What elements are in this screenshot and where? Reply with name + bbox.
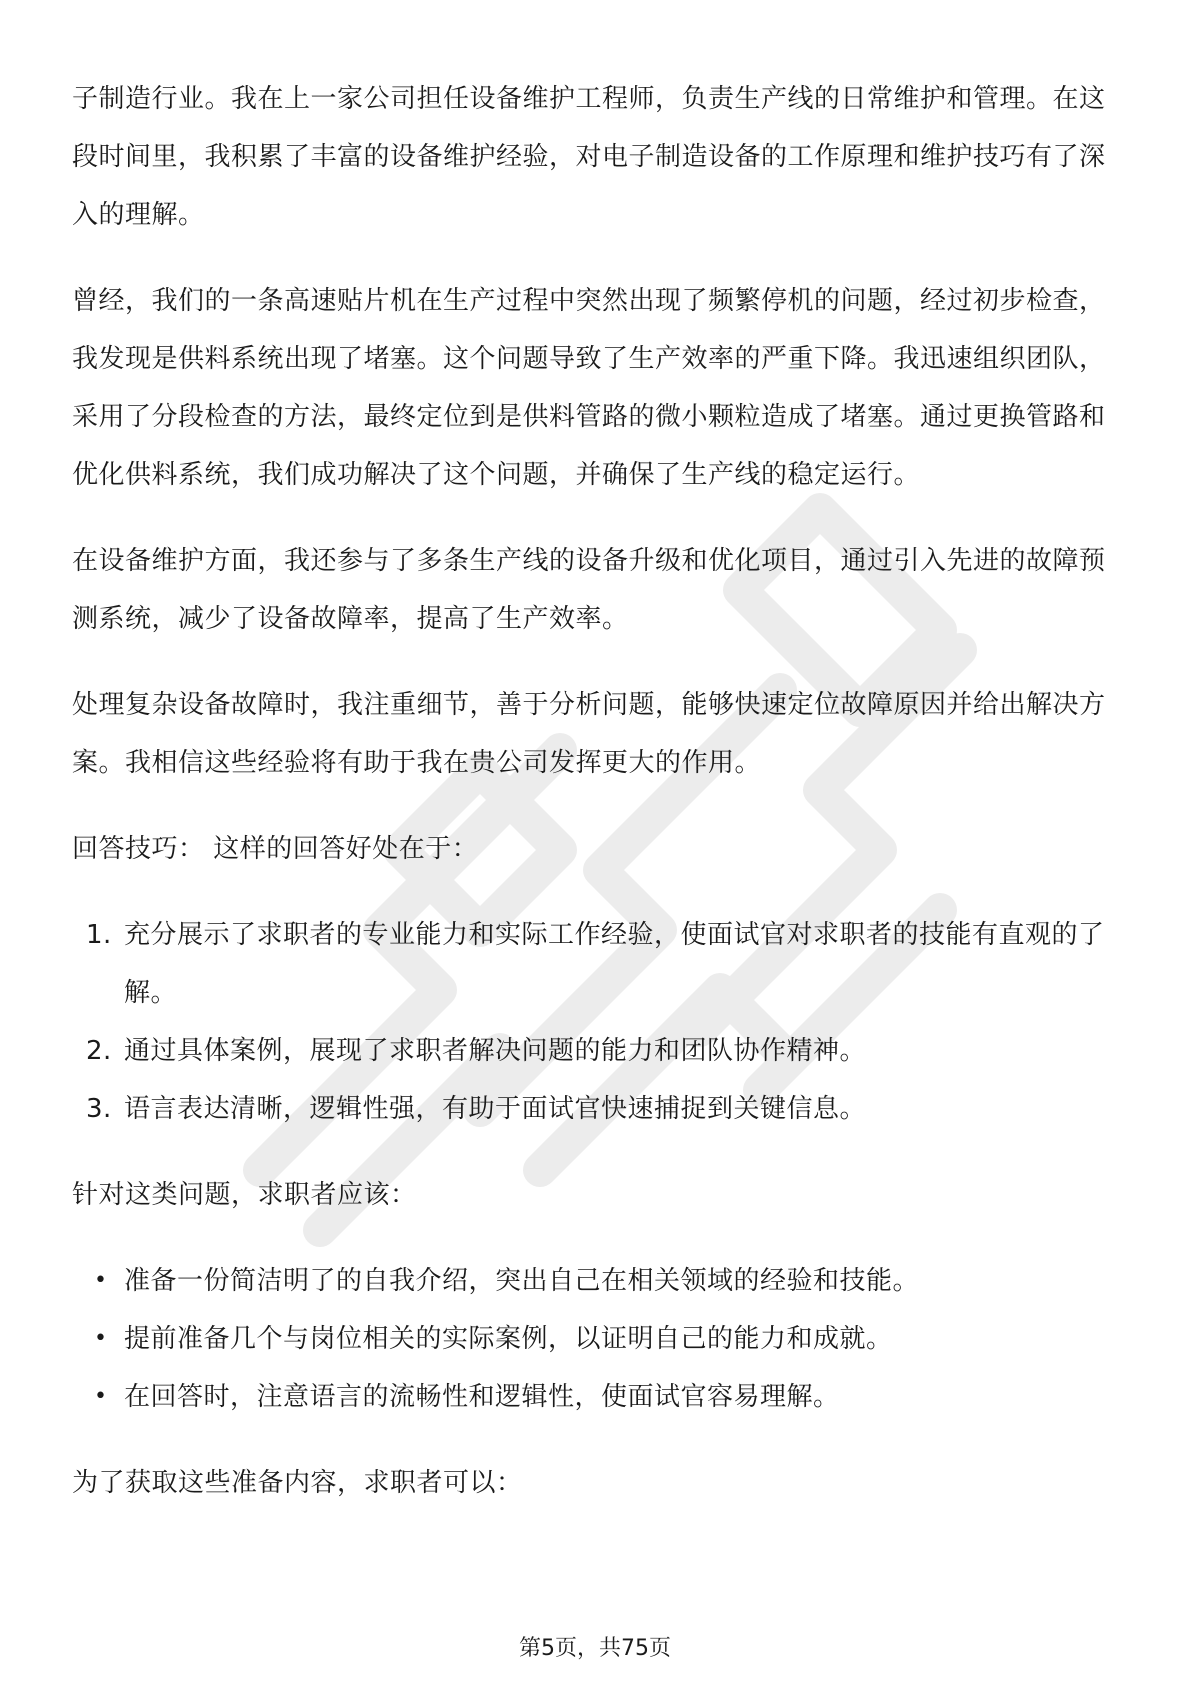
paragraph-advice-heading: 针对这类问题，求职者应该：	[72, 1180, 417, 1210]
list-item-text: 准备一份简洁明了的自我介绍，突出自己在相关领域的经验和技能。	[124, 1266, 920, 1296]
list-item	[72, 906, 1122, 1022]
paragraph-case: 曾经，我们的一条高速贴片机在生产过程中突然出现了频繁停机的问题，经过初步检查，我发现是供料系统出现了堵塞。这个问题导致了生产效率的严重下降。我迅速组织团队，采用了分段检查的方法，最终定位到是供料管路的微小颗粒造成了堵塞。通过更换管路和优化供料系统，我们成功解决了这个问题，并确保了生产线的稳定运行。	[72, 286, 1106, 490]
bullet-list	[72, 1252, 1122, 1426]
list-number: 2.	[86, 1036, 112, 1066]
list-item-text: 通过具体案例，展现了求职者解决问题的能力和团队协作精神。	[124, 1036, 867, 1066]
paragraph-preparation: 为了获取这些准备内容，求职者可以：	[72, 1468, 523, 1498]
list-item	[72, 1310, 1122, 1368]
list-number: 3.	[86, 1094, 112, 1124]
list-item-text: 充分展示了求职者的专业能力和实际工作经验，使面试官对求职者的技能有直观的了解。	[124, 920, 1105, 1008]
document-body	[72, 70, 1122, 1540]
list-item	[72, 1022, 1122, 1080]
bullet-icon: •	[94, 1384, 108, 1409]
paragraph-tips-heading: 回答技巧： 这样的回答好处在于：	[72, 834, 479, 864]
paragraph-upgrade: 在设备维护方面，我还参与了多条生产线的设备升级和优化项目，通过引入先进的故障预测系统，减少了设备故障率，提高了生产效率。	[72, 546, 1106, 634]
list-item-text: 在回答时，注意语言的流畅性和逻辑性，使面试官容易理解。	[124, 1382, 840, 1412]
paragraph-troubleshooting: 处理复杂设备故障时，我注重细节，善于分析问题，能够快速定位故障原因并给出解决方案。我相信这些经验将有助于我在贵公司发挥更大的作用。	[72, 690, 1106, 778]
bullet-icon: •	[94, 1326, 108, 1351]
paragraph-intro: 子制造行业。我在上一家公司担任设备维护工程师，负责生产线的日常维护和管理。在这段时间里，我积累了丰富的设备维护经验，对电子制造设备的工作原理和维护技巧有了深入的理解。	[72, 84, 1106, 230]
bullet-icon: •	[94, 1268, 108, 1293]
numbered-list	[72, 906, 1122, 1138]
list-number: 1.	[86, 920, 112, 950]
page-footer: 第5页，共75页	[519, 1636, 671, 1661]
list-item	[72, 1368, 1122, 1426]
list-item	[72, 1252, 1122, 1310]
list-item	[72, 1080, 1122, 1138]
list-item-text: 语言表达清晰，逻辑性强，有助于面试官快速捕捉到关键信息。	[124, 1094, 867, 1124]
list-item-text: 提前准备几个与岗位相关的实际案例，以证明自己的能力和成就。	[124, 1324, 893, 1354]
